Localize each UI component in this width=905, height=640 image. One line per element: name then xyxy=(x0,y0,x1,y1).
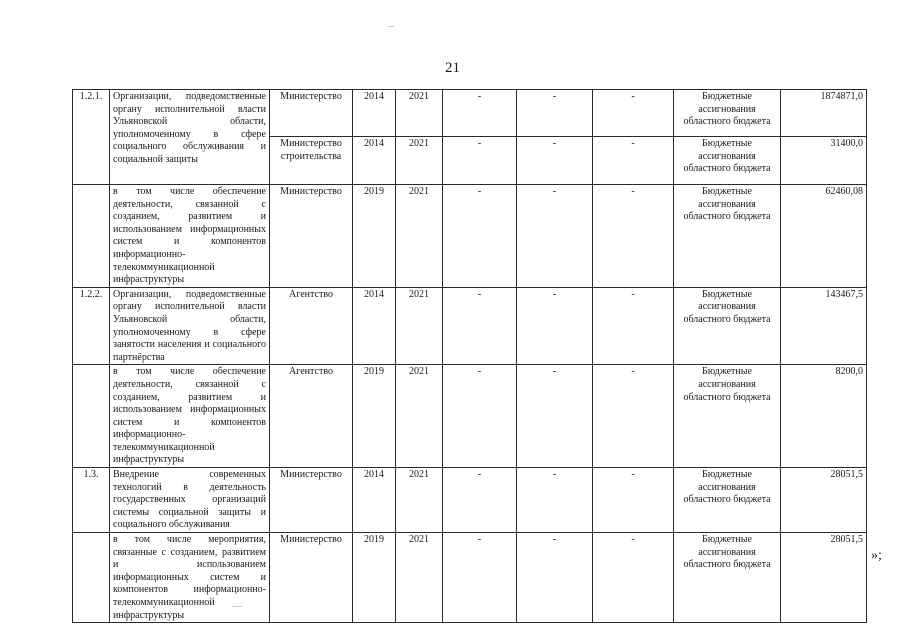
funding-source-cell: Бюджетные ассигнования областного бюджета xyxy=(674,137,781,185)
amount-cell: 8200,0 xyxy=(781,365,867,468)
dash-cell: - xyxy=(517,137,593,185)
executor-cell: Министерство xyxy=(270,468,353,533)
executor-cell: Министерство xyxy=(270,533,353,623)
dash-cell: - xyxy=(443,533,517,623)
executor-cell: Агентство xyxy=(270,287,353,365)
dash-cell: - xyxy=(593,533,674,623)
start-year-cell: 2014 xyxy=(353,90,396,137)
scan-mark xyxy=(388,26,394,27)
activity-name-cell: Организации, подведомственные органу исполнительной власти Ульяновской области, уполномоченному в сфере социального обслуживания и социальной защиты xyxy=(110,90,270,185)
dash-cell: - xyxy=(517,468,593,533)
table-row xyxy=(73,185,867,288)
dash-cell: - xyxy=(517,365,593,468)
amount-cell: 143467,5 xyxy=(781,287,867,365)
dash-cell: - xyxy=(593,468,674,533)
end-year-cell: 2021 xyxy=(396,287,443,365)
end-year-cell: 2021 xyxy=(396,90,443,137)
dash-cell: - xyxy=(593,90,674,137)
funding-source-cell: Бюджетные ассигнования областного бюджета xyxy=(674,287,781,365)
scan-mark xyxy=(232,606,242,607)
dash-cell: - xyxy=(593,287,674,365)
row-number-cell: 1.2.2. xyxy=(73,287,110,365)
end-year-cell: 2021 xyxy=(396,137,443,185)
end-year-cell: 2021 xyxy=(396,365,443,468)
dash-cell: - xyxy=(517,287,593,365)
closing-quote-mark: »; xyxy=(871,548,882,563)
table-row xyxy=(73,287,867,365)
activity-name-cell: Организации, подведомственные органу исполнительной власти Ульяновской области, уполномоченному в сфере занятости населения и социального партнёрства xyxy=(110,287,270,365)
table-row xyxy=(73,533,867,623)
start-year-cell: 2014 xyxy=(353,287,396,365)
dash-cell: - xyxy=(443,287,517,365)
row-number-cell xyxy=(73,365,110,468)
table-row xyxy=(73,365,867,468)
funding-source-cell: Бюджетные ассигнования областного бюджета xyxy=(674,185,781,288)
start-year-cell: 2019 xyxy=(353,185,396,288)
amount-cell: 62460,08 xyxy=(781,185,867,288)
end-year-cell: 2021 xyxy=(396,185,443,288)
dash-cell: - xyxy=(593,137,674,185)
start-year-cell: 2019 xyxy=(353,365,396,468)
dash-cell: - xyxy=(517,533,593,623)
dash-cell: - xyxy=(443,90,517,137)
end-year-cell: 2021 xyxy=(396,533,443,623)
executor-cell: Министерство xyxy=(270,185,353,288)
amount-cell: 31400,0 xyxy=(781,137,867,185)
row-number-cell: 1.3. xyxy=(73,468,110,533)
dash-cell: - xyxy=(443,365,517,468)
funding-source-cell: Бюджетные ассигнования областного бюджета xyxy=(674,365,781,468)
dash-cell: - xyxy=(593,185,674,288)
dash-cell: - xyxy=(443,468,517,533)
dash-cell: - xyxy=(593,365,674,468)
dash-cell: - xyxy=(517,185,593,288)
page-number: 21 xyxy=(445,60,460,76)
amount-cell: 28051,5 xyxy=(781,468,867,533)
dash-cell: - xyxy=(517,90,593,137)
table-row xyxy=(73,90,867,137)
table-row xyxy=(73,468,867,533)
start-year-cell: 2014 xyxy=(353,468,396,533)
amount-cell: 28051,5 xyxy=(781,533,867,623)
row-number-cell xyxy=(73,185,110,288)
start-year-cell: 2014 xyxy=(353,137,396,185)
funding-source-cell: Бюджетные ассигнования областного бюджета xyxy=(674,533,781,623)
dash-cell: - xyxy=(443,137,517,185)
funding-source-cell: Бюджетные ассигнования областного бюджета xyxy=(674,468,781,533)
activity-name-cell: в том числе обеспечение деятельности, связанной с созданием, развитием и использованием информационных систем и компонентов информационно-телекоммуникационной инфраструктуры xyxy=(110,185,270,288)
amount-cell: 1874871,0 xyxy=(781,90,867,137)
funding-source-cell: Бюджетные ассигнования областного бюджета xyxy=(674,90,781,137)
activity-name-cell: в том числе обеспечение деятельности, связанной с созданием, развитием и использованием информационных систем и компонентов информационно-телекоммуникационной инфраструктуры xyxy=(110,365,270,468)
executor-cell: Агентство xyxy=(270,365,353,468)
executor-cell: Министерство строительства xyxy=(270,137,353,185)
activity-name-cell: Внедрение современных технологий в деятельность государственных организаций системы социальной защиты и социального обслуживания xyxy=(110,468,270,533)
activity-name-cell: в том числе мероприятия, связанные с созданием, развитием и использованием информационных систем и компонентов информационно-телекоммуникационной инфраструктуры xyxy=(110,533,270,623)
row-number-cell: 1.2.1. xyxy=(73,90,110,185)
executor-cell: Министерство xyxy=(270,90,353,137)
end-year-cell: 2021 xyxy=(396,468,443,533)
budget-table xyxy=(72,89,867,623)
start-year-cell: 2019 xyxy=(353,533,396,623)
dash-cell: - xyxy=(443,185,517,288)
row-number-cell xyxy=(73,533,110,623)
